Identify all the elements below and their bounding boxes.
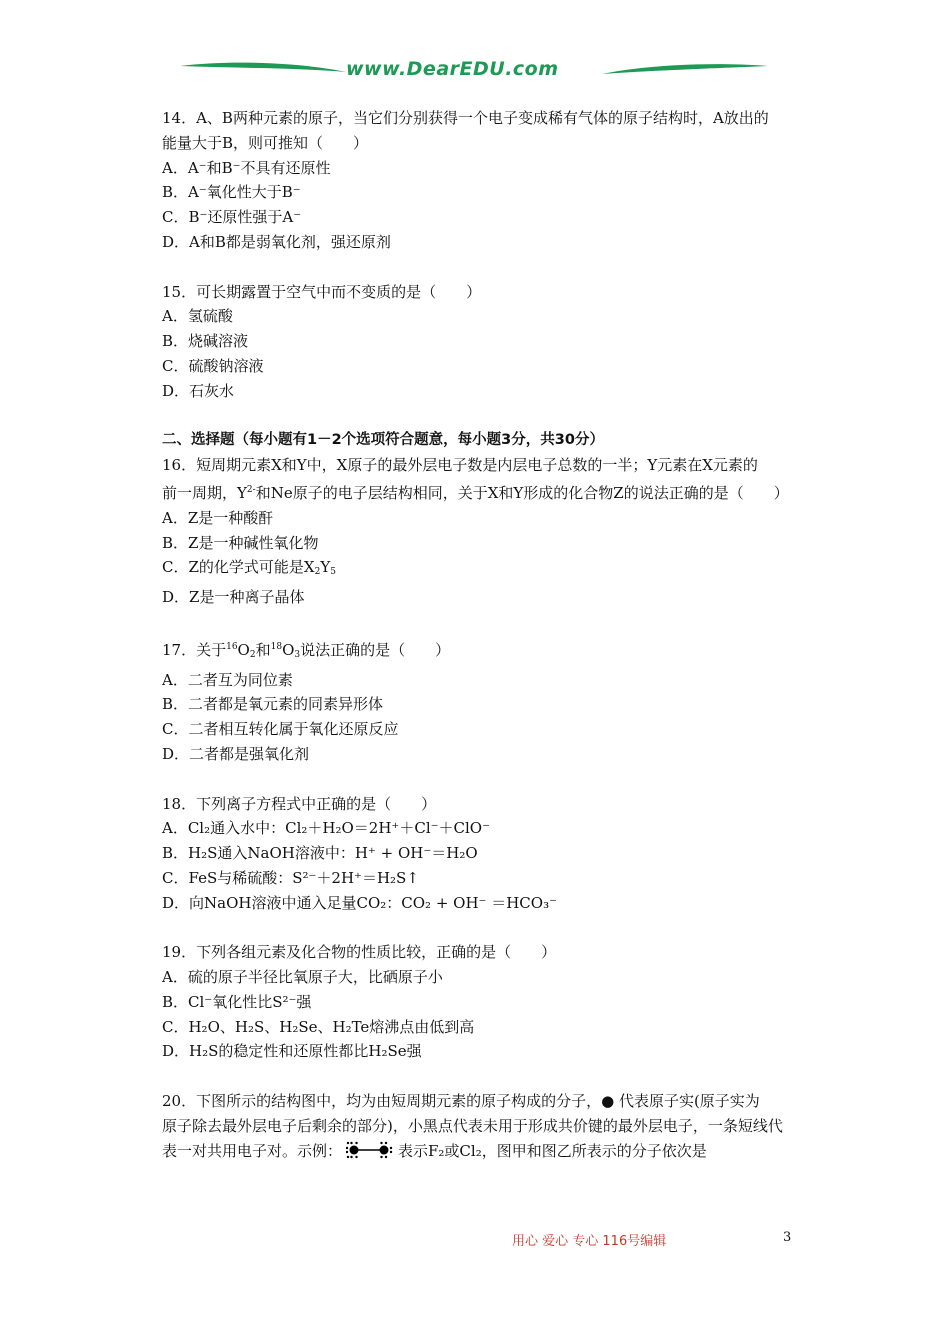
question-stem: 20．下图所示的结构图中，均为由短周期元素的原子构成的分子，● 代表原子实(原子实为 — [162, 1092, 760, 1111]
option-c: C．Z的化学式可能是$X_2Y_5$ — [162, 558, 336, 578]
question-stem: 16．短周期元素X和Y中，X原子的最外层电子数是内层电子总数的一半；Y元素在X元素的 — [162, 456, 758, 475]
option-d: D．石灰水 — [162, 381, 235, 400]
page-number: 3 — [783, 1230, 792, 1245]
option-c: C．B⁻还原性强于A⁻ — [162, 208, 302, 227]
right-swoosh-icon — [600, 52, 770, 82]
site-brand[interactable]: www.DearEDU.com — [346, 58, 559, 80]
option-c: C．二者相互转化属于氧化还原反应 — [162, 720, 399, 739]
question-stem: 17．关于$^{16}O_2$和$^{18}O_3$说法正确的是（ ） — [162, 640, 451, 660]
page-content — [162, 106, 822, 1163]
question-stem: 18．下列离子方程式中正确的是（ ） — [162, 794, 437, 813]
option-b: B．烧碱溶液 — [162, 332, 249, 351]
question-stem: 14．A、B两种元素的原子，当它们分别获得一个电子变成稀有气体的原子结构时，A放出的 — [162, 109, 769, 127]
option-d: D．二者都是强氧化剂 — [162, 744, 310, 763]
question-stem: 原子除去最外层电子后剩余的部分)，小黑点代表未用于形成共价键的最外层电子，一条短线代 — [162, 1116, 783, 1135]
left-swoosh-icon — [178, 52, 348, 82]
question-16 — [162, 453, 822, 610]
question-19 — [162, 940, 822, 1064]
question-18 — [162, 792, 822, 916]
option-c: C．硫酸钠溶液 — [162, 356, 264, 375]
option-d: D．向NaOH溶液中通入足量CO₂：CO₂ + OH⁻ ＝HCO₃⁻ — [162, 893, 558, 912]
question-17 — [162, 635, 822, 767]
question-20 — [162, 1089, 822, 1163]
option-b: B．Z是一种碱性氧化物 — [162, 533, 319, 552]
option-d: D．A和B都是弱氧化剂，强还原剂 — [162, 232, 391, 251]
option-c: C．H₂O、H₂S、H₂Se、H₂Te熔沸点由低到高 — [162, 1017, 475, 1036]
question-stem: 15．可长期露置于空气中而不变质的是（ ） — [162, 282, 482, 301]
footer-credit: 用心 爱心 专心 116号编辑 — [512, 1234, 667, 1249]
option-b: B．H₂S通入NaOH溶液中：H⁺ + OH⁻＝H₂O — [162, 844, 478, 863]
option-a: A．硫的原子半径比氧原子大，比硒原子小 — [162, 968, 443, 987]
page-header — [0, 52, 950, 92]
option-d: D．H₂S的稳定性和还原性都比H₂Se强 — [162, 1042, 422, 1061]
option-a: A．Cl₂通入水中：Cl₂＋H₂O＝2H⁺＋Cl⁻＋ClO⁻ — [162, 819, 491, 838]
option-b: B．A⁻氧化性大于B⁻ — [162, 183, 301, 202]
question-stem: 19．下列各组元素及化合物的性质比较，正确的是（ ） — [162, 943, 557, 962]
option-a: A．二者互为同位素 — [162, 670, 293, 689]
option-c: C．FeS与稀硫酸：S²⁻＋2H⁺＝H₂S↑ — [162, 868, 419, 887]
question-stem: 前一周期，$Y^{2-}$和Ne原子的电子层结构相同，关于X和Y形成的化合物Z的说法正确的是（ ） — [162, 483, 789, 502]
option-b: B．二者都是氧元素的同素异形体 — [162, 695, 384, 714]
f2-lewis-structure-icon — [346, 1140, 394, 1160]
question-14 — [162, 106, 822, 255]
option-d: D．Z是一种离子晶体 — [162, 588, 305, 607]
option-a: A．Z是一种酸酐 — [162, 508, 274, 527]
question-15 — [162, 280, 822, 404]
question-stem: 能量大于B，则可推知（ ） — [162, 133, 369, 152]
question-stem: 表一对共用电子对。示例： 表示F₂或Cl₂，图甲和图乙所表示的分子依次是 — [162, 1141, 707, 1160]
option-a: A．A⁻和B⁻不具有还原性 — [162, 158, 331, 177]
section-title: 二、选择题（每小题有1－2个选项符合题意，每小题3分，共30分） — [162, 432, 604, 449]
option-a: A．氢硫酸 — [162, 307, 233, 326]
option-b: B．Cl⁻氧化性比S²⁻强 — [162, 992, 312, 1011]
